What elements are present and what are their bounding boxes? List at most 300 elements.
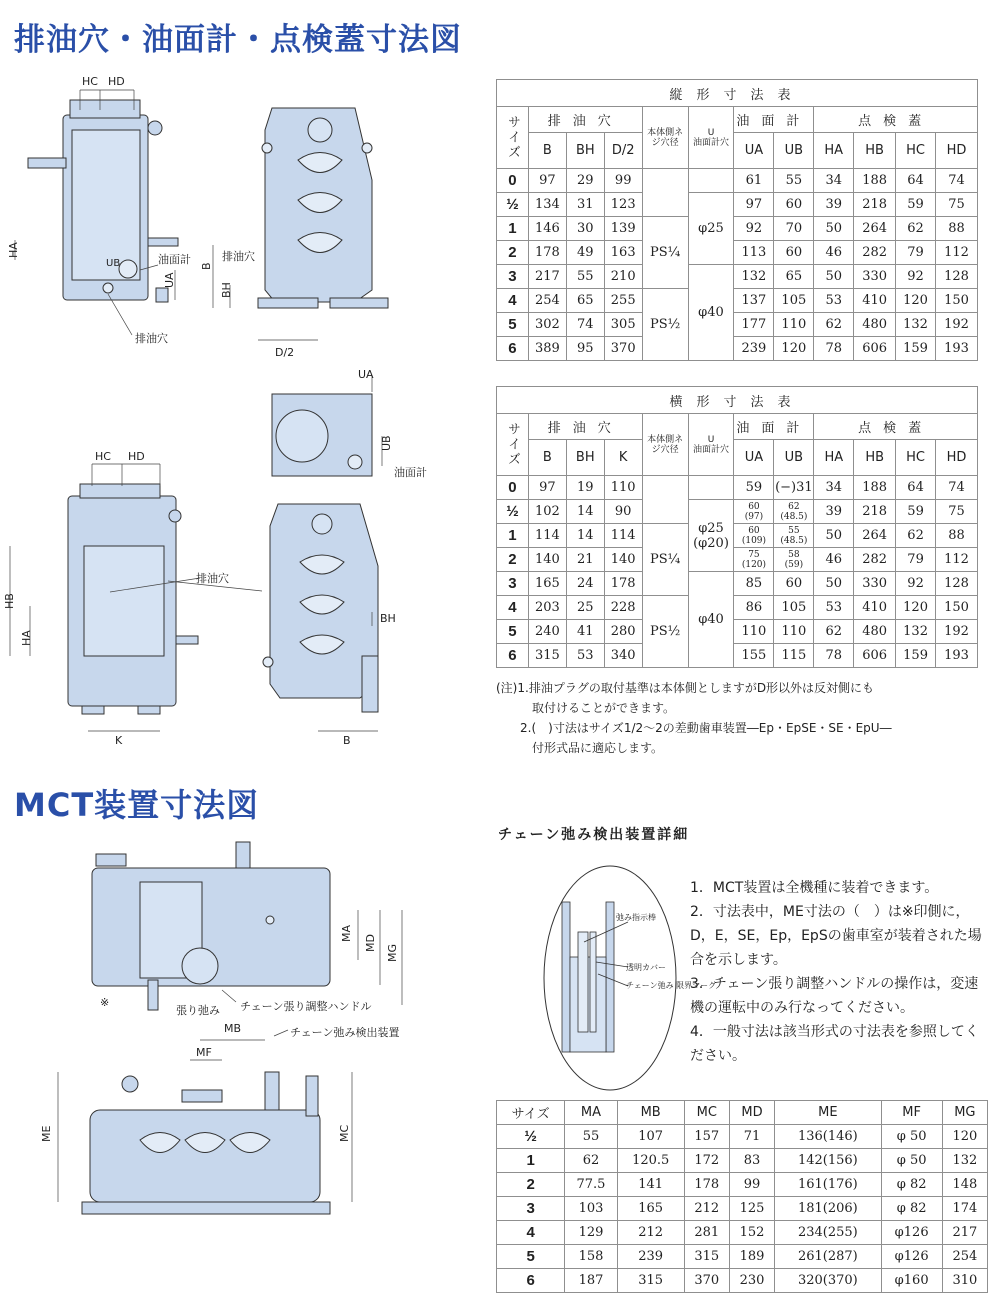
cell-ua: 61 — [734, 169, 774, 193]
table-row — [497, 644, 978, 668]
col-ub: UB — [774, 133, 814, 169]
cell-ub: (−)31 — [774, 476, 814, 500]
mct-dimension-table — [496, 1100, 988, 1293]
note-line: 取付けることができます。 — [496, 701, 676, 715]
cell-ha: 50 — [814, 524, 854, 548]
u-cell: φ40 — [688, 265, 734, 361]
thread-cell: PS¼ — [642, 524, 688, 596]
cell-k: 114 — [604, 524, 642, 548]
cell-hc: 132 — [896, 620, 936, 644]
size-cell: 0 — [497, 476, 529, 500]
cell-bh: 29 — [566, 169, 604, 193]
label-oil-gauge-h: 油面計 — [394, 466, 427, 479]
u-cell: φ25 (φ20) — [688, 500, 734, 572]
cell-bh: 49 — [566, 241, 604, 265]
table-row — [497, 1245, 988, 1269]
size-cell: 6 — [497, 1269, 565, 1293]
mct-cell: 62 — [565, 1149, 617, 1173]
cell-hc: 132 — [896, 313, 936, 337]
thread-cell: PS½ — [642, 289, 688, 361]
col-u: U 油面計穴 — [688, 107, 734, 169]
mct-cell: 315 — [617, 1269, 684, 1293]
table-row — [497, 265, 978, 289]
page-title-mct: MCT装置寸法図 — [14, 786, 260, 824]
cell-ub: 115 — [774, 644, 814, 668]
size-cell: 2 — [497, 548, 529, 572]
table-row — [497, 1197, 988, 1221]
col-b: B — [528, 440, 566, 476]
mct-cell: 157 — [684, 1125, 729, 1149]
u-cell: φ40 — [688, 572, 734, 668]
table-row — [497, 476, 978, 500]
col-thread: 本体側ネジ穴径 — [642, 107, 688, 169]
cell-k: 140 — [604, 548, 642, 572]
col-thread: 本体側ネジ穴径 — [642, 414, 688, 476]
cell-b: 203 — [528, 596, 566, 620]
cell-hc: 64 — [896, 476, 936, 500]
mct-cell: φ 50 — [881, 1125, 942, 1149]
cell-b: 165 — [528, 572, 566, 596]
label-bh-h: BH — [380, 612, 396, 625]
table-row — [497, 596, 978, 620]
mct-cell: 239 — [617, 1245, 684, 1269]
mct-cell: 165 — [617, 1197, 684, 1221]
cell-ua: 97 — [734, 193, 774, 217]
label-hc: HC — [82, 75, 98, 88]
cell-hc: 59 — [896, 500, 936, 524]
table-row — [497, 241, 978, 265]
cell-hb: 410 — [854, 596, 896, 620]
cell-k: 178 — [604, 572, 642, 596]
mct-note: 1．MCT装置は全機種に装着できます。 — [690, 880, 939, 896]
size-cell: 5 — [497, 1245, 565, 1269]
cell-ua: 155 — [734, 644, 774, 668]
label-tension-handle: チェーン張り調整ハンドル — [240, 1000, 372, 1013]
cell-b: 97 — [528, 169, 566, 193]
cell-ub: 105 — [774, 289, 814, 313]
cell-ha: 78 — [814, 337, 854, 361]
size-cell: 5 — [497, 313, 529, 337]
mct-cell: 217 — [942, 1221, 987, 1245]
mct-cell: 120 — [942, 1125, 987, 1149]
group-drain: 排油穴 — [528, 107, 642, 133]
cell-ha: 53 — [814, 289, 854, 313]
slack-detector-detail — [538, 862, 717, 1094]
u-cell-empty — [688, 476, 734, 500]
cell-ub: 62 (48.5) — [774, 500, 814, 524]
cell-ua: 239 — [734, 337, 774, 361]
col-hd: HD — [936, 440, 978, 476]
label-hd: HD — [108, 75, 125, 88]
page-title-drain-gauge-inspection: 排油穴・油面計・点検蓋寸法図 — [14, 22, 462, 58]
mct-col-me: ME — [775, 1101, 881, 1125]
cell-b: 254 — [528, 289, 566, 313]
cell-bh: 53 — [566, 644, 604, 668]
mct-cell: 136(146) — [775, 1125, 881, 1149]
group-inspection: 点検蓋 — [814, 107, 978, 133]
cell-ua: 177 — [734, 313, 774, 337]
cell-b: 315 — [528, 644, 566, 668]
note-line: (注)1.排油プラグの取付基準は本体側としますがD形以外は反対側にも — [496, 681, 875, 695]
cell-hb: 282 — [854, 548, 896, 572]
cell-bh: 21 — [566, 548, 604, 572]
cell-ua: 137 — [734, 289, 774, 313]
cell-bh: 41 — [566, 620, 604, 644]
cell-bh: 25 — [566, 596, 604, 620]
cell-d2: 163 — [604, 241, 642, 265]
cell-k: 110 — [604, 476, 642, 500]
cell-hc: 92 — [896, 265, 936, 289]
cell-b: 389 — [528, 337, 566, 361]
col-k: K — [604, 440, 642, 476]
size-cell: 4 — [497, 596, 529, 620]
table-caption: 縦形寸法表 — [497, 80, 978, 107]
cell-d2: 210 — [604, 265, 642, 289]
cell-hb: 282 — [854, 241, 896, 265]
cell-ha: 62 — [814, 620, 854, 644]
mct-cell: 83 — [729, 1149, 774, 1173]
col-hc: HC — [896, 133, 936, 169]
cell-k: 228 — [604, 596, 642, 620]
cell-ha: 34 — [814, 476, 854, 500]
table-row — [497, 548, 978, 572]
size-cell: 6 — [497, 644, 529, 668]
mct-cell: φ 82 — [881, 1173, 942, 1197]
cell-ha: 78 — [814, 644, 854, 668]
cell-bh: 14 — [566, 524, 604, 548]
mct-cell: φ126 — [881, 1245, 942, 1269]
mct-cell: 310 — [942, 1269, 987, 1293]
cell-ha: 62 — [814, 313, 854, 337]
size-cell: 3 — [497, 1197, 565, 1221]
group-gauge: 油面計 — [734, 414, 814, 440]
u-cell-empty — [688, 169, 734, 193]
cell-bh: 24 — [566, 572, 604, 596]
size-cell: 3 — [497, 265, 529, 289]
col-ha: HA — [814, 133, 854, 169]
mct-notes — [690, 876, 990, 1068]
detail-title: チェーン弛み検出装置詳細 — [498, 827, 690, 843]
mct-cell: φ126 — [881, 1221, 942, 1245]
cell-bh: 55 — [566, 265, 604, 289]
mct-cell: 99 — [729, 1173, 774, 1197]
thread-cell: PS½ — [642, 596, 688, 668]
size-header: サイズ — [497, 414, 529, 476]
cell-ub: 65 — [774, 265, 814, 289]
cell-ua: 132 — [734, 265, 774, 289]
cell-hb: 264 — [854, 524, 896, 548]
size-cell: 6 — [497, 337, 529, 361]
cell-bh: 74 — [566, 313, 604, 337]
col-d2: D/2 — [604, 133, 642, 169]
label-oil-gauge: 油面計 — [158, 253, 191, 266]
label-ua: UA — [163, 272, 176, 288]
cell-ha: 34 — [814, 169, 854, 193]
cell-ub: 55 — [774, 169, 814, 193]
col-bh: BH — [566, 440, 604, 476]
cell-ha: 46 — [814, 241, 854, 265]
cell-hd: 193 — [936, 644, 978, 668]
cell-hd: 192 — [936, 313, 978, 337]
label-detail-mark: チェーン弛み 限界マーク — [626, 981, 717, 990]
cell-k: 340 — [604, 644, 642, 668]
label-mc: MC — [338, 1124, 351, 1142]
cell-ub: 58 (59) — [774, 548, 814, 572]
vertical-type-drawing — [0, 60, 490, 360]
cell-hb: 480 — [854, 313, 896, 337]
mct-col-md: MD — [729, 1101, 774, 1125]
cell-hb: 188 — [854, 476, 896, 500]
mct-cell: 315 — [684, 1245, 729, 1269]
cell-ha: 39 — [814, 500, 854, 524]
mct-cell: 141 — [617, 1173, 684, 1197]
cell-hd: 112 — [936, 548, 978, 572]
size-cell: ½ — [497, 1125, 565, 1149]
col-bh: BH — [566, 133, 604, 169]
cell-hc: 62 — [896, 217, 936, 241]
label-ub: UB — [106, 258, 121, 269]
vertical-dimension-table — [496, 79, 978, 361]
cell-ha: 39 — [814, 193, 854, 217]
cell-ub: 105 — [774, 596, 814, 620]
mct-cell: φ160 — [881, 1269, 942, 1293]
cell-hb: 330 — [854, 572, 896, 596]
cell-ha: 50 — [814, 217, 854, 241]
cell-ua: 86 — [734, 596, 774, 620]
cell-ua: 59 — [734, 476, 774, 500]
col-ha: HA — [814, 440, 854, 476]
size-cell: 5 — [497, 620, 529, 644]
cell-ub: 120 — [774, 337, 814, 361]
col-ua: UA — [734, 440, 774, 476]
mct-cell: 129 — [565, 1221, 617, 1245]
label-mf: MF — [196, 1046, 212, 1059]
mct-cell: 181(206) — [775, 1197, 881, 1221]
cell-ub: 55 (48.5) — [774, 524, 814, 548]
mct-cell: 212 — [617, 1221, 684, 1245]
col-b: B — [528, 133, 566, 169]
table-row — [497, 500, 978, 524]
u-cell: φ25 — [688, 193, 734, 265]
cell-ua: 60 (109) — [734, 524, 774, 548]
group-gauge: 油面計 — [734, 107, 814, 133]
cell-ua: 75 (120) — [734, 548, 774, 572]
cell-hc: 159 — [896, 644, 936, 668]
horizontal-dimension-table — [496, 386, 978, 668]
thread-cell-empty — [642, 169, 688, 217]
mct-cell: 174 — [942, 1197, 987, 1221]
cell-b: 140 — [528, 548, 566, 572]
cell-hb: 188 — [854, 169, 896, 193]
col-ua: UA — [734, 133, 774, 169]
cell-hc: 64 — [896, 169, 936, 193]
cell-hd: 150 — [936, 596, 978, 620]
col-ub: UB — [774, 440, 814, 476]
table-row — [497, 620, 978, 644]
cell-hb: 264 — [854, 217, 896, 241]
cell-hd: 74 — [936, 476, 978, 500]
label-ma: MA — [340, 924, 353, 942]
cell-hc: 59 — [896, 193, 936, 217]
mct-cell: 77.5 — [565, 1173, 617, 1197]
label-asterisk: ※ — [100, 996, 110, 1009]
label-b-h: B — [343, 734, 351, 747]
cell-ha: 50 — [814, 572, 854, 596]
size-cell: ½ — [497, 500, 529, 524]
label-ub-h: UB — [380, 435, 393, 451]
cell-hd: 112 — [936, 241, 978, 265]
mct-cell: 281 — [684, 1221, 729, 1245]
cell-ub: 60 — [774, 193, 814, 217]
cell-hd: 88 — [936, 217, 978, 241]
mct-cell: 103 — [565, 1197, 617, 1221]
label-k: K — [115, 734, 123, 747]
cell-hc: 120 — [896, 596, 936, 620]
cell-ha: 53 — [814, 596, 854, 620]
label-b: B — [200, 262, 213, 270]
mct-cell: 158 — [565, 1245, 617, 1269]
cell-hd: 75 — [936, 193, 978, 217]
cell-hd: 193 — [936, 337, 978, 361]
mct-cell: 152 — [729, 1221, 774, 1245]
table-row — [497, 1221, 988, 1245]
cell-d2: 123 — [604, 193, 642, 217]
cell-ub: 60 — [774, 572, 814, 596]
cell-hd: 74 — [936, 169, 978, 193]
cell-ua: 92 — [734, 217, 774, 241]
cell-bh: 30 — [566, 217, 604, 241]
size-cell: 4 — [497, 1221, 565, 1245]
cell-hb: 218 — [854, 193, 896, 217]
cell-b: 302 — [528, 313, 566, 337]
cell-bh: 31 — [566, 193, 604, 217]
col-hd: HD — [936, 133, 978, 169]
mct-note: 4．一般寸法は該当形式の寸法表を参照してください。 — [690, 1024, 979, 1064]
cell-d2: 139 — [604, 217, 642, 241]
cell-d2: 305 — [604, 313, 642, 337]
cell-b: 134 — [528, 193, 566, 217]
cell-k: 90 — [604, 500, 642, 524]
table-row — [497, 169, 978, 193]
size-cell: 2 — [497, 241, 529, 265]
size-cell: 0 — [497, 169, 529, 193]
mct-cell: 55 — [565, 1125, 617, 1149]
cell-hb: 480 — [854, 620, 896, 644]
label-drain-hole: 排油穴 — [135, 332, 168, 345]
mct-cell: 161(176) — [775, 1173, 881, 1197]
table-row — [497, 193, 978, 217]
table-row — [497, 1125, 988, 1149]
cell-hd: 128 — [936, 572, 978, 596]
cell-ua: 110 — [734, 620, 774, 644]
note-line: 付形式品に適応します。 — [496, 741, 664, 755]
label-slack-detector: チェーン弛み検出装置 — [290, 1026, 400, 1039]
col-hb: HB — [854, 133, 896, 169]
mct-cell: φ 82 — [881, 1197, 942, 1221]
cell-hb: 606 — [854, 644, 896, 668]
cell-ua: 60 (97) — [734, 500, 774, 524]
mct-cell: 132 — [942, 1149, 987, 1173]
cell-ub: 110 — [774, 313, 814, 337]
label-hb-h: HB — [3, 593, 16, 609]
size-cell: 1 — [497, 1149, 565, 1173]
cell-hc: 159 — [896, 337, 936, 361]
note-line: 2.( )寸法はサイズ1/2〜2の差動歯車装置―Ep・EpSE・SE・EpU― — [496, 721, 892, 735]
label-mg: MG — [386, 943, 399, 962]
table-caption: 横形寸法表 — [497, 387, 978, 414]
label-hd-h: HD — [128, 450, 145, 463]
cell-d2: 255 — [604, 289, 642, 313]
cell-b: 217 — [528, 265, 566, 289]
mct-col-mg: MG — [942, 1101, 987, 1125]
label-me: ME — [40, 1125, 53, 1142]
cell-hc: 62 — [896, 524, 936, 548]
mct-cell: 120.5 — [617, 1149, 684, 1173]
cell-k: 280 — [604, 620, 642, 644]
size-header: サイズ — [497, 107, 529, 169]
label-ha: HA — [7, 242, 20, 258]
mct-cell: 107 — [617, 1125, 684, 1149]
table-row — [497, 1149, 988, 1173]
label-detail-cover: 透明カバー — [626, 963, 666, 972]
cell-hb: 218 — [854, 500, 896, 524]
table-row — [497, 313, 978, 337]
mct-cell: 234(255) — [775, 1221, 881, 1245]
table-row — [497, 1269, 988, 1293]
cell-hc: 92 — [896, 572, 936, 596]
table-row — [497, 572, 978, 596]
mct-cell: 71 — [729, 1125, 774, 1149]
cell-ha: 46 — [814, 548, 854, 572]
label-ua-h: UA — [358, 368, 374, 381]
cell-b: 114 — [528, 524, 566, 548]
cell-bh: 14 — [566, 500, 604, 524]
cell-ha: 50 — [814, 265, 854, 289]
mct-cell: 187 — [565, 1269, 617, 1293]
mct-col-size: サイズ — [497, 1101, 565, 1125]
table-row — [497, 1173, 988, 1197]
cell-hc: 79 — [896, 548, 936, 572]
cell-bh: 19 — [566, 476, 604, 500]
label-mb: MB — [224, 1022, 242, 1035]
cell-b: 102 — [528, 500, 566, 524]
thread-cell: PS¼ — [642, 217, 688, 289]
cell-hb: 330 — [854, 265, 896, 289]
label-slack: 張り弛み — [176, 1004, 220, 1017]
cell-b: 178 — [528, 241, 566, 265]
mct-cell: 254 — [942, 1245, 987, 1269]
cell-hd: 192 — [936, 620, 978, 644]
cell-hd: 128 — [936, 265, 978, 289]
label-drain-hole-h: 排油穴 — [196, 572, 229, 585]
size-cell: 2 — [497, 1173, 565, 1197]
cell-b: 97 — [528, 476, 566, 500]
horizontal-type-drawing — [0, 366, 490, 746]
mct-col-mf: MF — [881, 1101, 942, 1125]
mct-cell: 370 — [684, 1269, 729, 1293]
group-inspection: 点検蓋 — [814, 414, 978, 440]
mct-cell: 148 — [942, 1173, 987, 1197]
table-row — [497, 289, 978, 313]
cell-hc: 120 — [896, 289, 936, 313]
mct-col-mc: MC — [684, 1101, 729, 1125]
cell-hd: 88 — [936, 524, 978, 548]
table-row — [497, 337, 978, 361]
cell-bh: 65 — [566, 289, 604, 313]
label-ha-h: HA — [20, 630, 33, 646]
col-hb: HB — [854, 440, 896, 476]
mct-cell: 189 — [729, 1245, 774, 1269]
